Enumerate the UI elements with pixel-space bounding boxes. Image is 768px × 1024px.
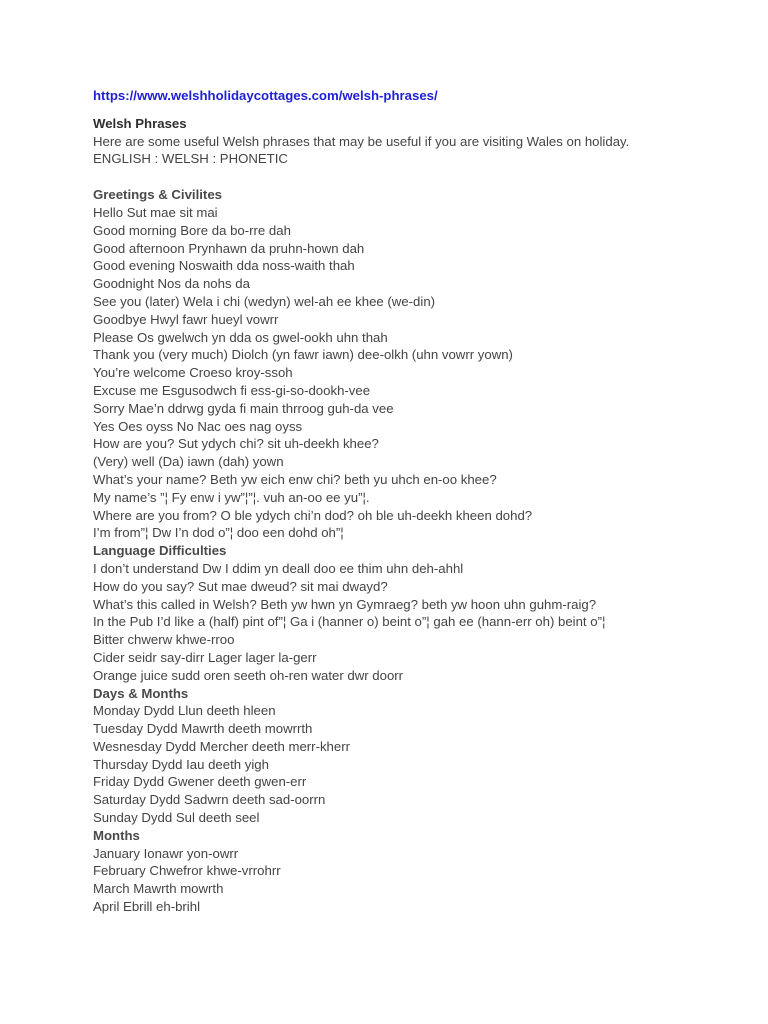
phrase-line: I’m from”¦ Dw I’n dod o”¦ doo een dohd oh”¦ (93, 525, 344, 541)
section-heading-greetings: Greetings & Civilites (93, 187, 222, 203)
phrase-line: How do you say? Sut mae dweud? sit mai dwayd? (93, 578, 388, 594)
phrase-line: Friday Dydd Gwener deeth gwen-err (93, 774, 307, 790)
phrase-line: Excuse me Esgusodwch fi ess-gi-so-dookh-vee (93, 382, 371, 398)
section-heading-days: Days & Months (93, 685, 189, 701)
phrase-line: Yes Oes oyss No Nac oes nag oyss (93, 418, 303, 434)
intro-text: Here are some useful Welsh phrases that may be useful if you are visiting Wales on holiday. (93, 133, 630, 149)
phrase-line: You’re welcome Croeso kroy-ssoh (93, 365, 293, 381)
phrase-line: Tuesday Dydd Mawrth deeth mowrrth (93, 721, 313, 737)
phrase-line: February Chwefror khwe-vrrohrr (93, 863, 281, 879)
phrase-line: My name’s ”¦ Fy enw i yw”¦”¦. vuh an-oo ee yu”¦. (93, 489, 370, 505)
phrase-line: I don’t understand Dw I ddim yn deall doo ee thim uhn deh-ahhl (93, 560, 464, 576)
phrase-line: Thank you (very much) Diolch (yn fawr iawn) dee-olkh (uhn vowrr yown) (93, 347, 513, 363)
column-legend: ENGLISH : WELSH : PHONETIC (93, 151, 288, 167)
phrase-line: January Ionawr yon-owrr (93, 845, 239, 861)
phrase-line: Good morning Bore da bo-rre dah (93, 222, 291, 238)
phrase-line: Bitter chwerw khwe-rroo (93, 632, 235, 648)
phrase-line: Thursday Dydd Iau deeth yigh (93, 756, 269, 772)
phrase-line: March Mawrth mowrth (93, 881, 224, 897)
phrase-line: How are you? Sut ydych chi? sit uh-deekh khee? (93, 436, 379, 452)
spacer (93, 168, 753, 186)
phrase-list-language (93, 560, 753, 685)
phrase-line: Please Os gwelwch yn dda os gwel-ookh uhn thah (93, 329, 388, 345)
phrase-list-days (93, 702, 753, 827)
phrase-line: In the Pub I’d like a (half) pint of”¦ Ga i (hanner o) beint o”¦ gah ee (hann-err oh) beint o”¦ (93, 614, 606, 630)
phrase-line: Saturday Dydd Sadwrn deeth sad-oorrn (93, 792, 326, 808)
phrase-line: Cider seidr say-dirr Lager lager la-gerr (93, 649, 317, 665)
phrase-line: Wesnesday Dydd Mercher deeth merr-kherr (93, 738, 351, 754)
phrase-list-greetings (93, 204, 753, 542)
phrase-line: What’s this called in Welsh? Beth yw hwn yn Gymraeg? beth yw hoon uhn guhm-raig? (93, 596, 597, 612)
phrase-line: Where are you from? O ble ydych chi’n dod? oh ble uh-deekh kheen dohd? (93, 507, 533, 523)
phrase-line: Hello Sut mae sit mai (93, 204, 218, 220)
phrase-line: What’s your name? Beth yw eich enw chi? beth yu uhch en-oo khee? (93, 471, 497, 487)
phrase-line: Sunday Dydd Sul deeth seel (93, 810, 260, 826)
document-page (93, 87, 753, 916)
phrase-line: Goodbye Hwyl fawr hueyl vowrr (93, 311, 279, 327)
page-title: Welsh Phrases (93, 115, 187, 131)
phrase-line: Good afternoon Prynhawn da pruhn-hown dah (93, 240, 365, 256)
section-heading-months: Months (93, 827, 140, 843)
phrase-line: April Ebrill eh-brihl (93, 899, 201, 915)
phrase-line: (Very) well (Da) iawn (dah) yown (93, 454, 284, 470)
phrase-list-months (93, 845, 753, 916)
phrase-line: Good evening Noswaith dda noss-waith thah (93, 258, 355, 274)
phrase-line: Goodnight Nos da nohs da (93, 276, 250, 292)
phrase-line: Monday Dydd Llun deeth hleen (93, 703, 276, 719)
phrase-line: Sorry Mae’n ddrwg gyda fi main thrroog guh-da vee (93, 400, 394, 416)
source-link[interactable]: https://www.welshholidaycottages.com/welsh-phrases/ (93, 88, 438, 103)
section-heading-language: Language Difficulties (93, 543, 227, 559)
phrase-line: See you (later) Wela i chi (wedyn) wel-ah ee khee (we-din) (93, 293, 436, 309)
phrase-line: Orange juice sudd oren seeth oh-ren water dwr doorr (93, 667, 404, 683)
